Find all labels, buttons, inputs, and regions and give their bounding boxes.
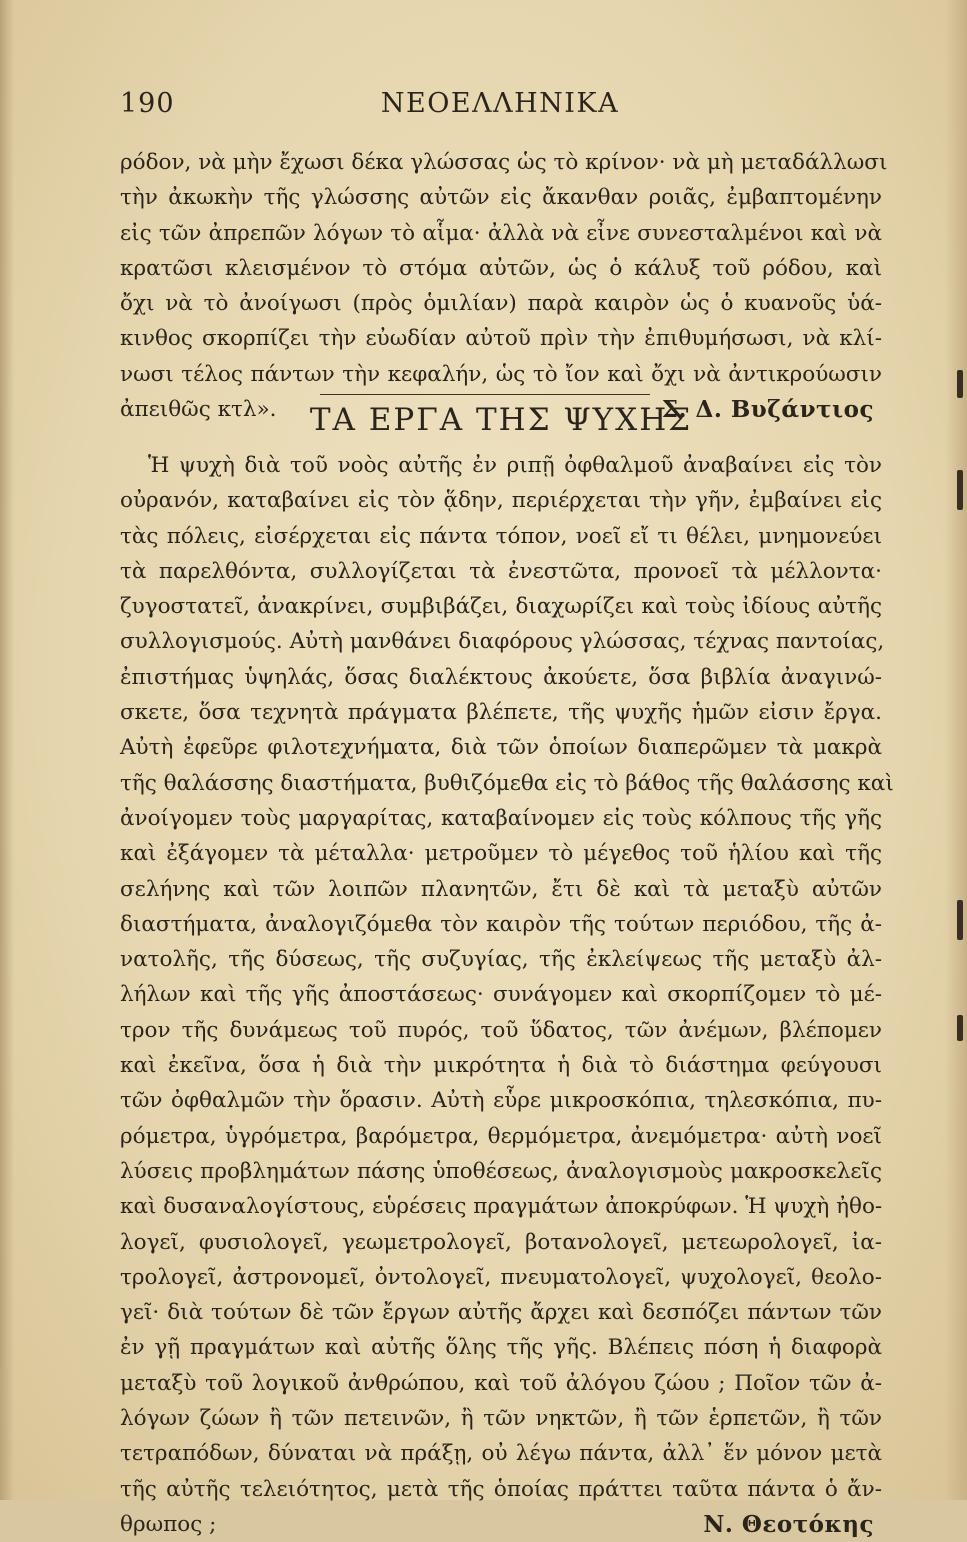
text-line: ζυγοστατεῖ, ἀνακρίνει, συμβιβάζει, διαχωρίζει καὶ τοὺς ἰδίους αὐτῆς (120, 594, 882, 620)
text-line (120, 1507, 882, 1542)
text-line: νατολῆς, τῆς δύσεως, τῆς συζυγίας, τῆς ἐκλείψεως τῆς μεταξὺ ἀλ- (120, 947, 882, 973)
text-line: διαστήματα, ἀναλογιζόμεθα τὸν καιρὸν τῆς τούτων περιόδου, τῆς ἀ- (120, 911, 882, 937)
text-line: λήλων καὶ τῆς γῆς ἀποστάσεως· συνάγομεν καὶ σκορπίζομεν τὸ μέ- (120, 982, 882, 1008)
margin-mark (957, 470, 963, 510)
text-line: κρατῶσι κλεισμένον τὸ στόμα αὐτῶν, ὡς ὁ κάλυξ τοῦ ρόδου, καὶ (120, 255, 882, 281)
closing-text: ἀπειθῶς κτλ». (120, 397, 277, 423)
article-title: ΤΑ ΕΡΓΑ ΤΗΣ ΨΥΧΗΣ (309, 402, 693, 438)
text-line: λογεῖ, φυσιολογεῖ, γεωμετρολογεῖ, βοτανολογεῖ, μετεωρολογεῖ, ἰα- (120, 1229, 882, 1255)
text-line: τὰς πόλεις, εἰσέρχεται εἰς πάντα τόπον, νοεῖ εἴ τι θέλει, μνημονεύει (120, 523, 882, 549)
page-left-edge (0, 0, 14, 1500)
text-line: λόγων ζώων ἢ τῶν πετεινῶν, ἢ τῶν νηκτῶν, ἢ τῶν ἑρπετῶν, ἢ τῶν (120, 1406, 882, 1432)
text-line: συλλογισμούς. Αὐτὴ μανθάνει διαφόρους γλώσσας, τέχνας παντοίας, (120, 629, 885, 655)
page-right-edge (945, 0, 967, 1500)
text-line: ἐπιστήμας ὑψηλάς, ὅσας διαλέκτους ἀκούετε, ὅσα βιβλία ἀναγινώ- (120, 664, 882, 690)
text-line: τετραπόδων, δύναται νὰ πράξῃ, οὐ λέγω πάντα, ἀλλ᾽ ἕν μόνον μετὰ (120, 1441, 882, 1467)
text-line: καὶ ἐκεῖνα, ὅσα ἡ διὰ τὴν μικρότητα ἡ διὰ τὸ διάστημα φεύγουσι (120, 1053, 882, 1079)
text-line: κινθος σκορπίζει τὴν εὐωδίαν αὐτοῦ πρὶν τὴν ἐπιθυμήσωσι, νὰ κλί- (120, 326, 882, 352)
text-line: τῆς θαλάσσης διαστήματα, βυθιζόμεθα εἰς τὸ βάθος τῆς θαλάσσης καὶ (120, 770, 894, 796)
text-line: καὶ ἐξάγομεν τὰ μέταλλα· μετροῦμεν τὸ μέγεθος τοῦ ἡλίου καὶ τῆς (120, 841, 882, 867)
page-header (120, 88, 880, 128)
text-line: σκετε, ὅσα τεχνητὰ πράγματα βλέπετε, τῆς ψυχῆς ἡμῶν εἰσιν ἔργα. (120, 700, 882, 726)
previous-article-text (120, 145, 888, 427)
closing-text: θρωπος ; (120, 1511, 217, 1537)
text-line: νωσι τέλος πάντων τὴν κεφαλήν, ὡς τὸ ἴον καὶ ὄχι νὰ ἀντικρούωσιν (120, 361, 882, 387)
margin-mark (957, 900, 963, 940)
text-line: ἀνοίγομεν τοὺς μαργαρίτας, καταβαίνομεν εἰς τοὺς κόλπους τῆς γῆς (120, 805, 882, 831)
text-line: οὐρανόν, καταβαίνει εἰς τὸν ᾅδην, περιέρχεται τὴν γῆν, ἐμβαίνει εἰς (120, 488, 882, 514)
author-signature: Ν. Θεοτόκης (703, 1510, 874, 1538)
text-line: τρον τῆς δυνάμεως τοῦ πυρός, τοῦ ὕδατος, τῶν ἀνέμων, βλέπομεν (120, 1017, 882, 1043)
margin-mark (957, 370, 963, 398)
text-line: Αὐτὴ ἐφεῦρε φιλοτεχνήματα, διὰ τῶν ὁποίων διαπερῶμεν τὰ μακρὰ (120, 735, 882, 761)
text-line: τρολογεῖ, ἀστρονομεῖ, ὀντολογεῖ, πνευματολογεῖ, ψυχολογεῖ, θεολο- (120, 1264, 882, 1290)
text-line: καὶ δυσαναλογίστους, εὑρέσεις πραγμάτων ἀποκρύφων. Ἡ ψυχὴ ἠθο- (120, 1194, 883, 1220)
page-number: 190 (120, 88, 175, 119)
margin-mark (957, 1015, 963, 1041)
text-line: λύσεις προβλημάτων πάσης ὑποθέσεως, ἀναλογισμοὺς μακροσκελεῖς (120, 1158, 882, 1184)
text-line: ἐν γῇ πραγμάτων καὶ αὐτῆς ὅλης τῆς γῆς. Βλέπεις πόση ἡ διαφορὰ (120, 1335, 882, 1361)
text-line: εἰς τῶν ἀπρεπῶν λόγων τὸ αἷμα· ἀλλὰ νὰ εἶνε συνεσταλμένοι καὶ νὰ (120, 220, 882, 246)
text-line: τῶν ὀφθαλμῶν τὴν ὅρασιν. Αὐτὴ εὗρε μικροσκόπια, τηλεσκόπια, πυ- (120, 1088, 882, 1114)
text-line: τῆς αὐτῆς τελειότητος, μετὰ τῆς ὁποίας πράττει ταῦτα πάντα ὁ ἄν- (120, 1476, 882, 1502)
text-line: Ἡ ψυχὴ διὰ τοῦ νοὸς αὐτῆς ἐν ριπῇ ὀφθαλμοῦ ἀναβαίνει εἰς τὸν (148, 453, 882, 478)
text-line: ὄχι νὰ τὸ ἀνοίγωσι (πρὸς ὁμιλίαν) παρὰ καιρὸν ὡς ὁ κυανοῦς ὑά- (120, 291, 882, 317)
text-line: τὰ παρελθόντα, συλλογίζεται τὰ ἐνεστῶτα, προνοεῖ τὰ μέλλοντα· (120, 558, 882, 584)
running-title: ΝΕΟΕΛΛΗΝΙΚΑ (380, 88, 620, 119)
text-line: ρόμετρα, ὑγρόμετρα, βαρόμετρα, θερμόμετρα, ἀνεμόμετρα· αὐτὴ νοεῖ (120, 1123, 882, 1149)
text-line: σελήνης καὶ τῶν λοιπῶν πλανητῶν, ἔτι δὲ καὶ τὰ μεταξὺ αὐτῶν (120, 876, 882, 902)
article-body (120, 448, 894, 1542)
text-line: μεταξὺ τοῦ λογικοῦ ἀνθρώπου, καὶ τοῦ ἀλόγου ζώου ; Ποῖον τῶν ἀ- (120, 1370, 882, 1396)
text-line: γεῖ· διὰ τούτων δὲ τῶν ἔργων αὐτῆς ἄρχει καὶ δεσπόζει πάντων τῶν (120, 1300, 882, 1326)
text-line: ρόδον, νὰ μὴν ἔχωσι δέκα γλώσσας ὡς τὸ κρίνον· νὰ μὴ μεταδάλλωσι (120, 150, 888, 175)
author-signature: Σ. Δ. Βυζάντιος (661, 396, 874, 424)
text-line: τὴν ἀκωκὴν τῆς γλώσσης αὐτῶν εἰς ἄκανθαν ροιᾶς, ἐμβαπτομένην (120, 185, 882, 211)
section-divider (320, 394, 650, 395)
